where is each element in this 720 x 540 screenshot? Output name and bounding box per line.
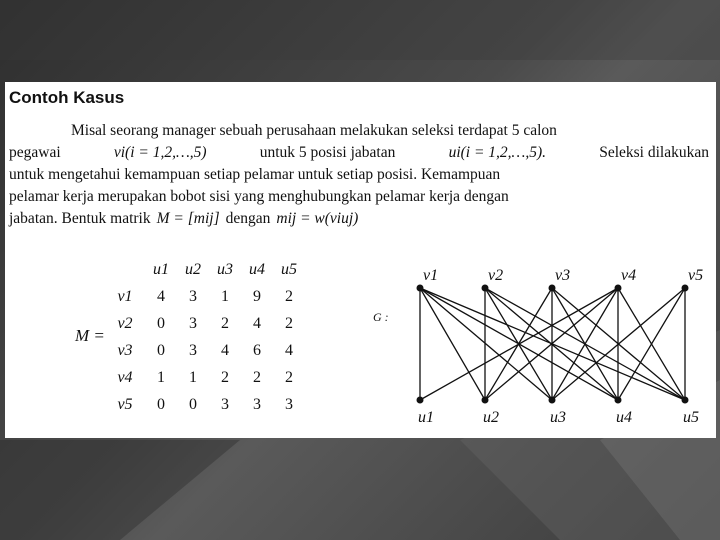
paragraph-line-2 — [9, 142, 709, 164]
paragraph-text: Seleksi dilakukan — [599, 144, 709, 161]
matrix-col-header: u5 — [281, 260, 297, 278]
graph-node-bottom — [417, 397, 424, 404]
matrix-cell: 3 — [285, 395, 293, 413]
matrix-cell: 3 — [221, 395, 229, 413]
paragraph-text: jabatan. Bentuk matrik — [9, 210, 151, 227]
matrix-cell: 4 — [221, 341, 229, 359]
matrix-col-header: u3 — [217, 260, 233, 278]
matrix-row-header: v2 — [117, 314, 133, 332]
graph-edge — [420, 288, 485, 400]
matrix-col-header: u2 — [185, 260, 201, 278]
matrix-cell: 0 — [189, 395, 197, 413]
matrix-cell: 3 — [189, 287, 197, 305]
formula-vi: vi(i = 1,2,…,5) — [113, 144, 207, 161]
graph-node-bottom — [482, 397, 489, 404]
matrix-corner — [105, 256, 145, 283]
graph-label: G : — [373, 310, 389, 324]
slide-content-image — [5, 82, 716, 438]
bipartite-graph — [400, 260, 704, 440]
matrix-cell: 0 — [157, 314, 165, 332]
matrix-row — [105, 364, 305, 391]
matrix-row-header: v3 — [117, 341, 133, 359]
matrix-row — [105, 310, 305, 337]
matrix-col-header: u1 — [153, 260, 169, 278]
matrix-cell: 1 — [157, 368, 165, 386]
matrix-cell: 1 — [221, 287, 229, 305]
graph-node-label: v5 — [688, 267, 704, 284]
matrix-name: M = — [75, 326, 105, 345]
matrix-cell: 3 — [253, 395, 261, 413]
formula-weight: mij = w(viuj) — [276, 210, 359, 227]
matrix-cell: 1 — [189, 368, 197, 386]
matrix-cell: 3 — [189, 341, 197, 359]
slide-heading: Contoh Kasus — [9, 88, 125, 107]
graph-node-bottom — [615, 397, 622, 404]
paragraph-text: dengan — [225, 210, 271, 227]
matrix-cell: 2 — [285, 287, 293, 305]
matrix-cell: 2 — [221, 368, 229, 386]
matrix-row-header: v4 — [117, 368, 133, 386]
graph-node-top — [417, 285, 424, 292]
matrix-cell: 4 — [285, 341, 293, 359]
graph-node-top — [615, 285, 622, 292]
graph-node-bottom — [682, 397, 689, 404]
paragraph-text: untuk 5 posisi jabatan — [259, 144, 396, 161]
matrix-cell: 0 — [157, 341, 165, 359]
paragraph-line-3: untuk mengetahui kemampuan setiap pelamar untuk setiap posisi. Kemampuan — [9, 166, 501, 183]
matrix-cell: 9 — [253, 287, 261, 305]
paragraph-line-4: pelamar kerja merupakan bobot sisi yang menghubungkan pelamar kerja dengan — [9, 188, 509, 205]
graph-node-label: v4 — [621, 267, 637, 284]
graph-node-bottom — [549, 397, 556, 404]
matrix-row — [105, 283, 305, 310]
matrix-cell: 2 — [253, 368, 261, 386]
graph-node-label: u4 — [616, 409, 632, 426]
paragraph-line-1: Misal seorang manager sebuah perusahaan melakukan seleksi terdapat 5 calon — [71, 122, 557, 139]
matrix-cell: 2 — [285, 314, 293, 332]
matrix-row — [105, 391, 305, 418]
matrix-row-header: v5 — [117, 395, 133, 413]
graph-edge — [420, 288, 552, 400]
graph-node-label: v3 — [555, 267, 571, 284]
graph-node-label: u1 — [418, 409, 434, 426]
matrix-cell: 6 — [253, 341, 261, 359]
paragraph-line-5 — [9, 208, 709, 230]
matrix-cell: 2 — [285, 368, 293, 386]
graph-node-top — [482, 285, 489, 292]
graph-node-label: u3 — [550, 409, 566, 426]
matrix-cell: 4 — [253, 314, 261, 332]
matrix-row-header: v1 — [117, 287, 133, 305]
formula-ui: ui(i = 1,2,…,5). — [448, 144, 546, 161]
graph-node-label: v1 — [423, 267, 439, 284]
graph-node-label: v2 — [488, 267, 504, 284]
paragraph-text: pegawai — [9, 144, 61, 161]
graph-node-top — [549, 285, 556, 292]
graph-node-label: u5 — [683, 409, 699, 426]
matrix-header-row — [105, 256, 305, 283]
matrix-cell: 4 — [157, 287, 165, 305]
matrix-cell: 0 — [157, 395, 165, 413]
weight-matrix — [105, 256, 305, 418]
matrix-cell: 3 — [189, 314, 197, 332]
formula-matrix: M = [mij] — [156, 210, 220, 227]
graph-node-top — [682, 285, 689, 292]
matrix-cell: 2 — [221, 314, 229, 332]
matrix-col-header: u4 — [249, 260, 265, 278]
problem-paragraph — [9, 120, 709, 230]
graph-node-label: u2 — [483, 409, 499, 426]
matrix-row — [105, 337, 305, 364]
